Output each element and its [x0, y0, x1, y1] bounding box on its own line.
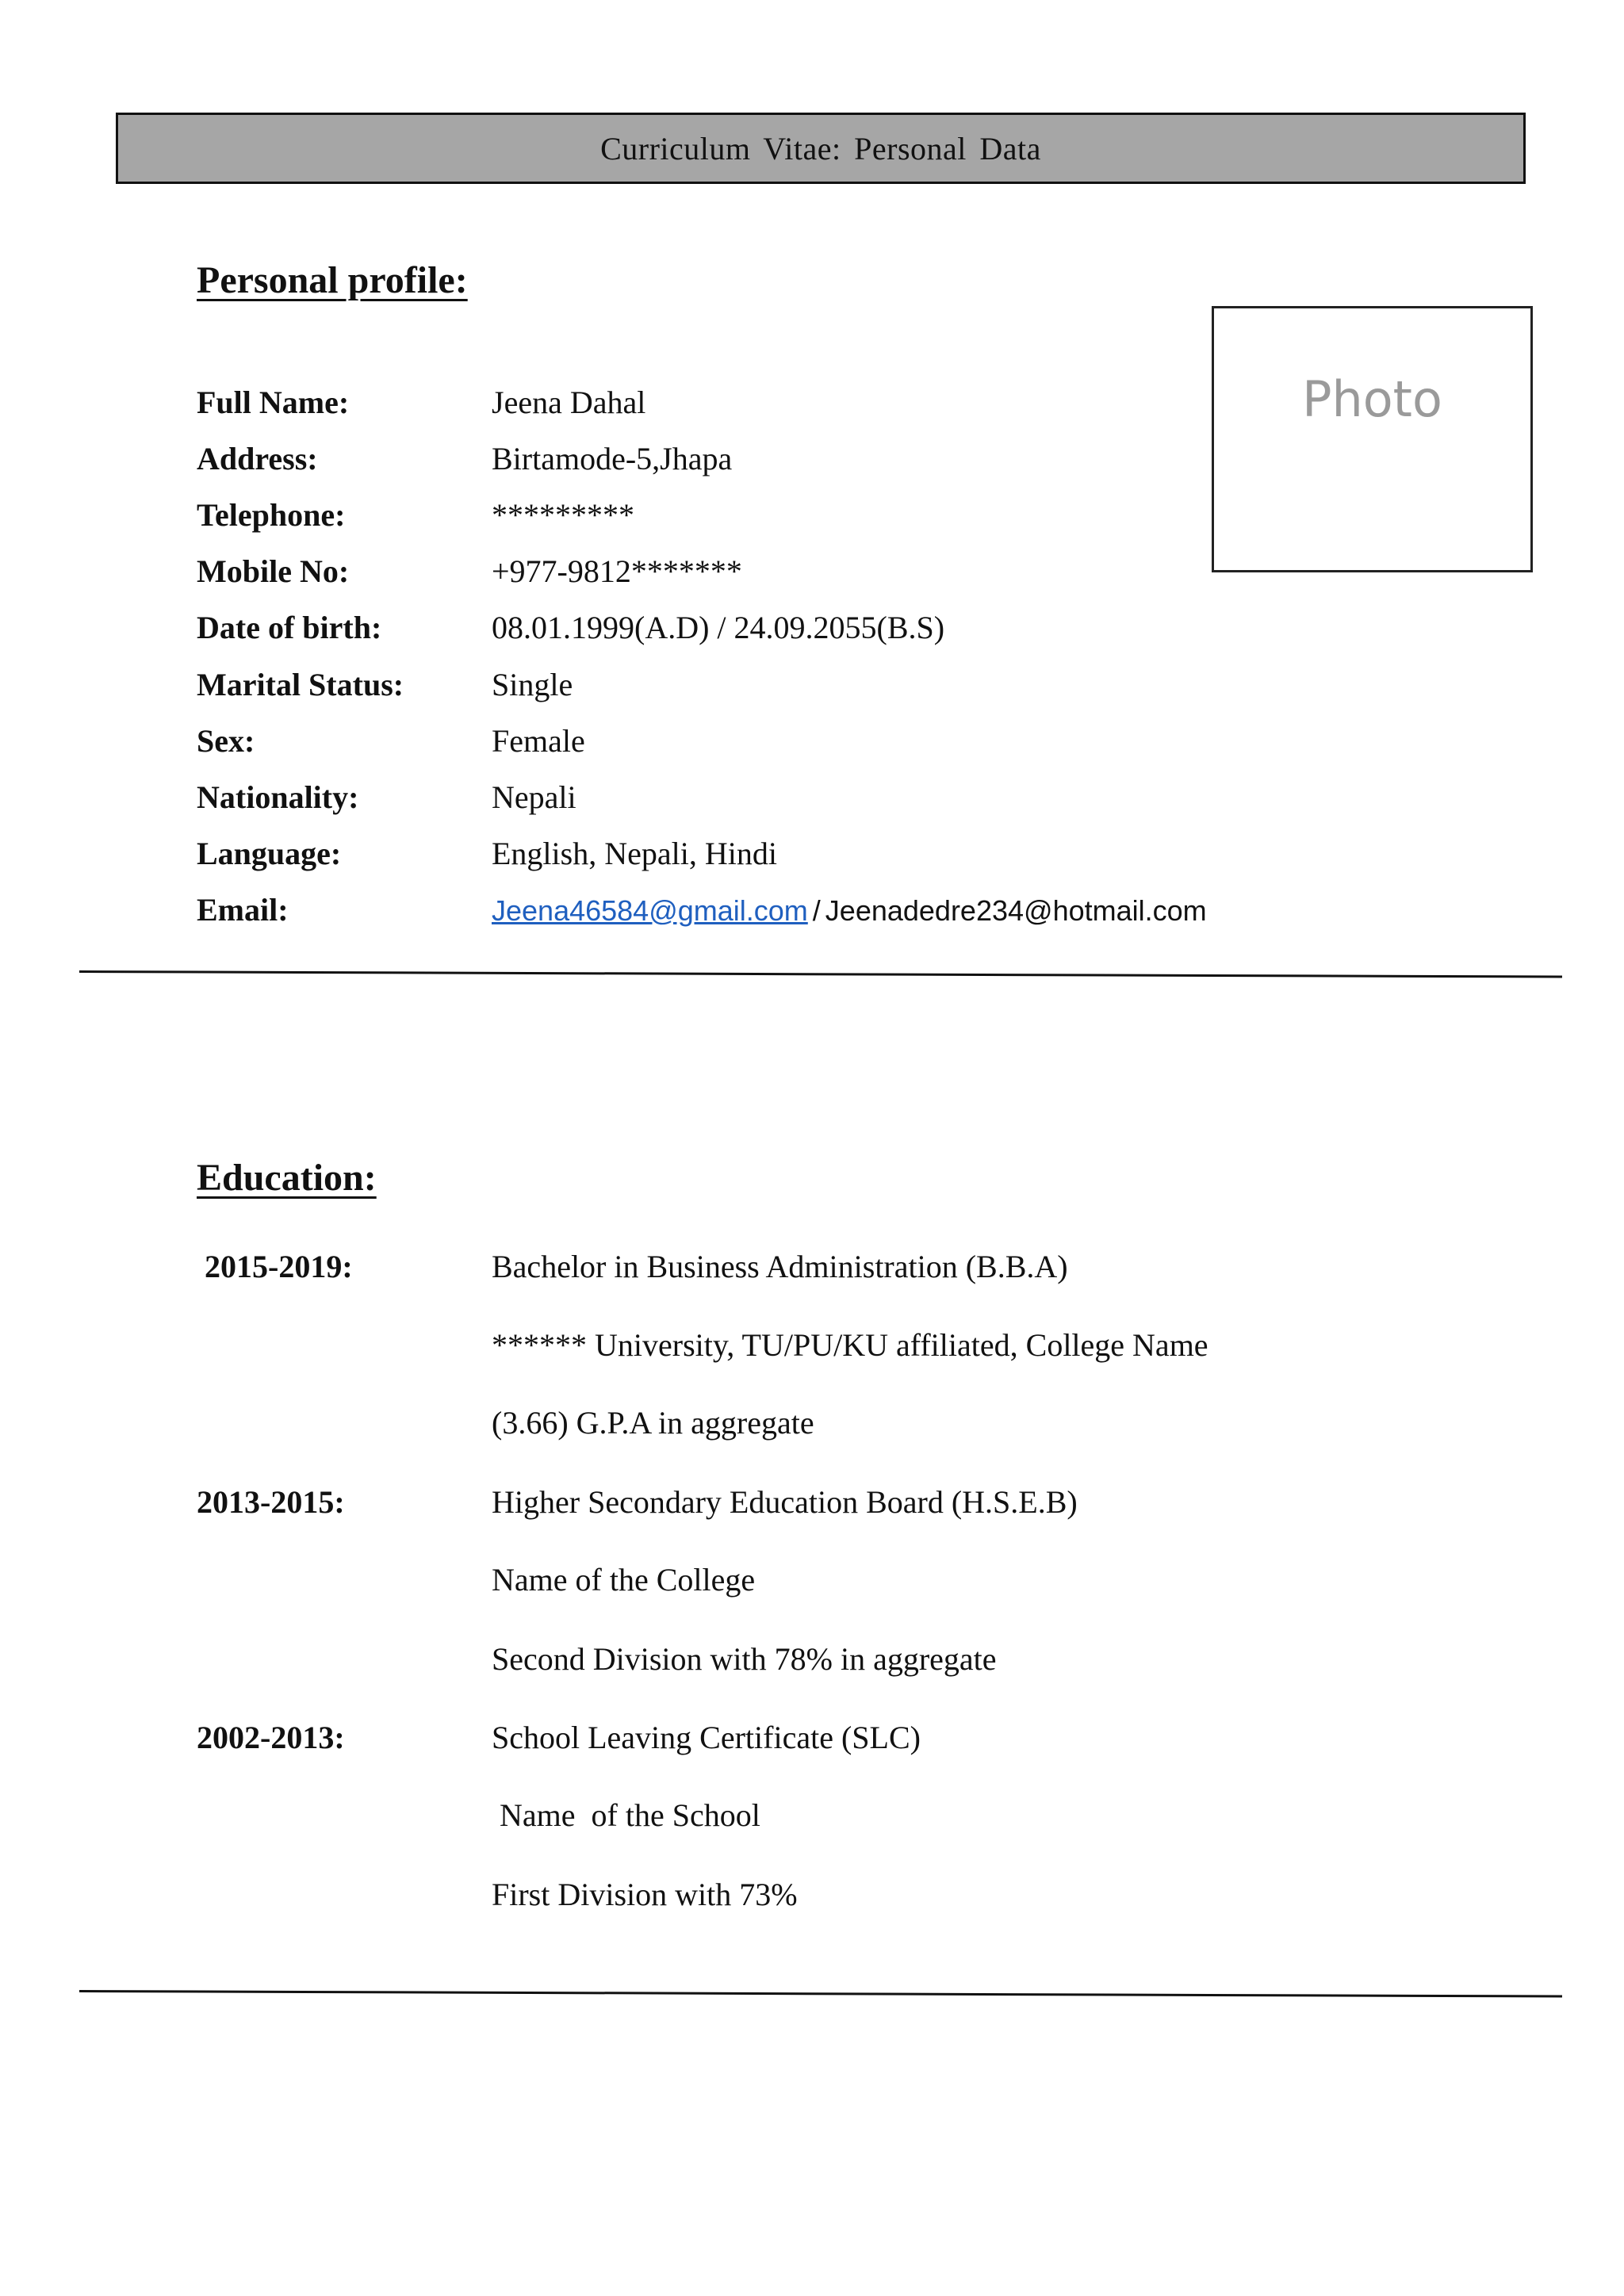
education-line: Name of the School	[492, 1797, 760, 1833]
education-years: 2015-2019:	[205, 1249, 353, 1284]
profile-row-full-name	[0, 384, 1624, 431]
field-label: Mobile No:	[197, 553, 350, 589]
education-line: School Leaving Certificate (SLC)	[492, 1720, 921, 1755]
education-years: 2002-2013:	[197, 1720, 345, 1755]
field-value: Female	[492, 723, 585, 759]
field-value: Nepali	[492, 779, 576, 815]
education-line: Second Division with 78% in aggregate	[492, 1641, 997, 1677]
profile-row-address	[0, 440, 1624, 488]
email-separator: /	[812, 894, 821, 927]
profile-row-marital-status	[0, 666, 1624, 714]
field-label: Sex:	[197, 723, 255, 759]
field-value: English, Nepali, Hindi	[492, 836, 777, 871]
profile-row-nationality	[0, 779, 1624, 826]
field-value: Birtamode-5,Jhapa	[492, 441, 733, 476]
field-value: 08.01.1999(A.D) / 24.09.2055(B.S)	[492, 610, 945, 645]
field-value: Jeena Dahal	[492, 385, 646, 420]
education-heading: Education:	[197, 1157, 377, 1199]
profile-row-language	[0, 835, 1624, 882]
education-line: (3.66) G.P.A in aggregate	[492, 1405, 814, 1441]
personal-profile-heading: Personal profile:	[197, 259, 468, 301]
secondary-email: Jeenadedre234@hotmail.com	[825, 894, 1207, 927]
field-label: Date of birth:	[197, 610, 382, 645]
field-label: Full Name:	[197, 385, 350, 420]
email-values	[492, 891, 1207, 928]
profile-row-email	[0, 891, 1624, 939]
education-line: First Division with 73%	[492, 1877, 798, 1912]
field-label: Nationality:	[197, 779, 359, 815]
education-line: Name of the College	[492, 1562, 756, 1598]
field-label: Marital Status:	[197, 667, 404, 702]
photo-placeholder-label: Photo	[1302, 369, 1442, 428]
field-value: +977-9812*******	[492, 553, 742, 589]
section-divider	[79, 1990, 1562, 1998]
document-title-bar	[116, 113, 1526, 184]
field-value: *********	[492, 497, 634, 533]
education-line: Higher Secondary Education Board (H.S.E.B)	[492, 1484, 1078, 1520]
field-label: Telephone:	[197, 497, 346, 533]
document-title: Curriculum Vitae: Personal Data	[600, 130, 1041, 166]
field-value: Single	[492, 667, 573, 702]
section-divider	[79, 970, 1562, 978]
profile-row-telephone	[0, 496, 1624, 544]
profile-row-mobile	[0, 553, 1624, 600]
field-label: Address:	[197, 441, 318, 476]
profile-row-date-of-birth	[0, 609, 1624, 656]
education-years: 2013-2015:	[197, 1484, 345, 1520]
primary-email-link[interactable]: Jeena46584@gmail.com	[492, 894, 808, 927]
education-line: ****** University, TU/PU/KU affiliated, College Name	[492, 1327, 1208, 1363]
field-label: Email:	[197, 892, 289, 928]
profile-row-sex	[0, 722, 1624, 770]
education-line: Bachelor in Business Administration (B.B.A)	[492, 1249, 1068, 1284]
field-label: Language:	[197, 836, 342, 871]
